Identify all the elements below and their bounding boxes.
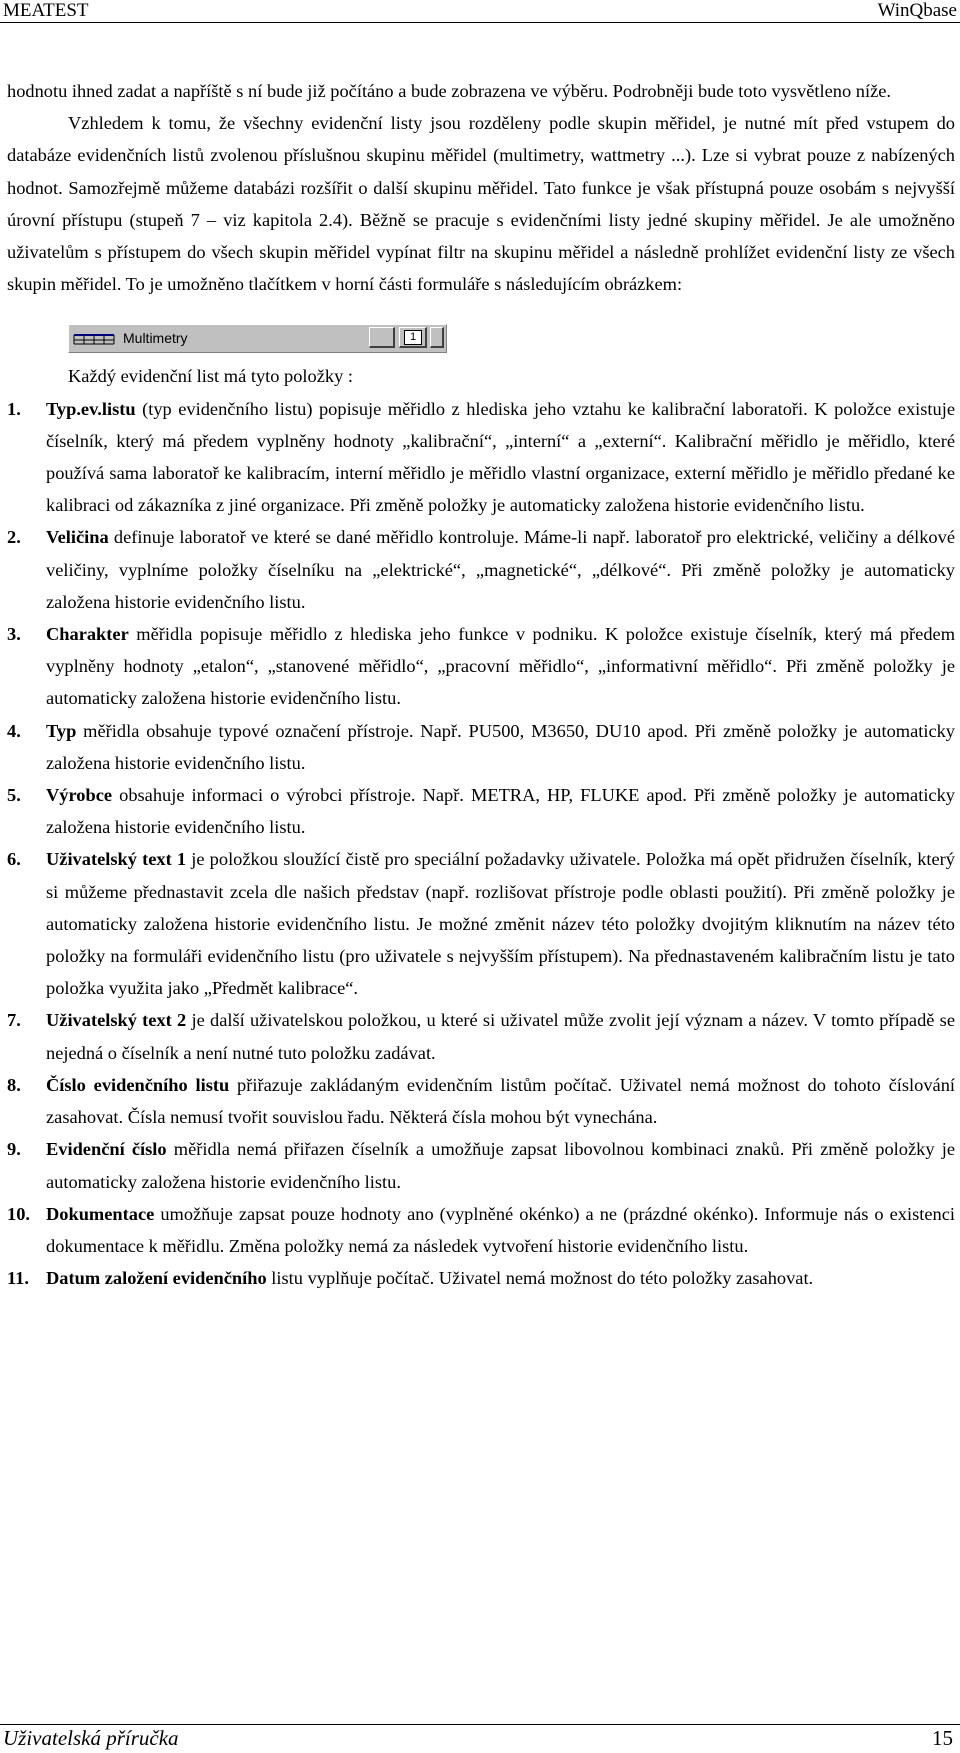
list-item (7, 1133, 955, 1197)
item-text: měřidla popisuje měřidlo z hlediska jeho funkce v podniku. K položce existuje číselník, který má předem vyplněny hodnoty „etalon“, „stanovené měřidlo“, „pracovní měřidlo“, „informativní měřidlo“. Při změně položky je automaticky založena historie evidenčního listu. (46, 624, 955, 709)
item-number: 5. (7, 785, 21, 806)
toolbar-extra-button[interactable] (430, 327, 444, 348)
item-number: 2. (7, 527, 21, 548)
item-term: Charakter (46, 624, 129, 645)
item-number: 4. (7, 720, 21, 741)
item-term: Uživatelský text 2 (46, 1010, 187, 1031)
item-text: definuje laboratoř ve které se dané měřidlo kontroluje. Máme-li např. laboratoř pro elektrické, veličiny a délkové veličiny, vyplníme položky číselníku na „elektrické“, „magnetické“, „délkové“. Při změně položky je automaticky založena historie evidenčního listu. (46, 527, 955, 612)
list-item (7, 779, 955, 843)
item-number: 3. (7, 624, 21, 645)
item-text: umožňuje zapsat pouze hodnoty ano (vyplněné okénko) a ne (prázdné okénko). Informuje nás o existenci dokumentace k měřidlu. Změna položky nemá za následek vytvoření historie evidenčního listu. (46, 1203, 955, 1256)
list-item (7, 1004, 955, 1068)
item-text: (typ evidenčního listu) popisuje měřidlo z hlediska jeho vztahu ke kalibrační laboratoři. K položce existuje číselník, který má předem vyplněny hodnoty „kalibrační“, „interní“ a „externí“. Kalibrační měřidlo je měřidlo, které používá sama laboratoř ke kalibracím, interní měřidlo je měřidlo vlastní organizace, externí měřidlo je měřidlo předané ke kalibraci od zákazníka z jiné organizace. Při změně položky je automaticky založena historie evidenčního listu. (46, 398, 955, 516)
page-footer (0, 1724, 960, 1751)
item-term: Evidenční číslo (46, 1139, 167, 1160)
list-item (7, 843, 955, 1004)
items-intro: Každý evidenční list má tyto položky : (68, 366, 353, 387)
item-term: Dokumentace (46, 1203, 155, 1224)
group-select-button[interactable] (369, 327, 395, 348)
list-item (7, 393, 955, 522)
item-number: 1. (7, 398, 21, 419)
list-item (7, 715, 955, 779)
list-item (7, 1069, 955, 1133)
list-item (7, 618, 955, 715)
item-text: přiřazuje zakládaným evidenčním listům počítač. Uživatel nemá možnost do tohoto číslování zasahovat. Čísla nemusí tvořit souvislou řadu. Některá čísla mohou být vynechána. (46, 1074, 955, 1128)
item-term: Uživatelský text 1 (46, 849, 187, 870)
list-item (7, 1262, 955, 1294)
item-term: Typ.ev.listu (46, 398, 136, 419)
item-number: 6. (7, 849, 21, 870)
item-term: Číslo evidenčního listu (46, 1074, 230, 1095)
paragraph-groups: Vzhledem k tomu, že všechny evidenční listy jsou rozděleny podle skupin měřidel, je nutné mít před vstupem do databáze evidenčních listů zvolenou příslušnou skupinu měřidel (multimetry, wattmetry ...). Lze si vybrat pouze z nabízených hodnot. Samozřejmě můžeme databázi rozšířit o další skupinu měřidel. Tato funkce je však přístupná pouze osobám s nejvyšší úrovní přístupu (stupeň 7 – viz kapitola 2.4). Běžně se pracuje s evidenčními listy jedné skupiny měřidel. Je ale umožněno uživatelům s přístupem do všech skupin měřidel vypínat filtr na skupinu měřidel a následně prohlížet evidenční listy ze všech skupin měřidel. To je umožněno tlačítkem v horní části formuláře s následujícím obrázkem: (7, 113, 955, 295)
grid-icon (73, 331, 115, 345)
group-filter-toolbar (68, 324, 447, 353)
item-number: 10. (7, 1203, 30, 1224)
item-number: 9. (7, 1139, 21, 1160)
header-company: MEATEST (3, 0, 89, 21)
item-term: Datum založení evidenčního (46, 1268, 267, 1289)
figure-toolbar (7, 300, 955, 360)
item-text: je další uživatelskou položkou, u které si uživatel může zvolit její význam a název. V tomto případě se nejedná o číselník a není nutné tuto položku zadávat. (46, 1010, 955, 1063)
item-term: Veličina (46, 527, 109, 548)
document-body (7, 75, 955, 1294)
item-term: Výrobce (46, 785, 113, 806)
list-item (7, 521, 955, 618)
item-text: měřidla nemá přiřazen číselník a umožňuje zapsat libovolnou kombinaci znaků. Při změně položky je automaticky založena historie evidenčního listu. (46, 1139, 955, 1192)
item-list (7, 393, 955, 1295)
measuring-group-label: Multimetry (123, 330, 188, 347)
page-number: 15 (932, 1726, 953, 1750)
filter-toggle-button[interactable] (399, 327, 427, 348)
item-text: měřidla obsahuje typové označení přístroje. Např. PU500, M3650, DU10 apod. Při změně položky je automaticky založena historie evidenčního listu. (46, 720, 955, 773)
item-number: 11. (7, 1268, 29, 1289)
header-product: WinQbase (877, 0, 957, 21)
item-text: listu vyplňuje počítač. Uživatel nemá možnost do této položky zasahovat. (266, 1268, 814, 1289)
paragraph-continuation: hodnotu ihned zadat a napříště s ní bude již počítáno a bude zobrazena ve výběru. Podrobněji bude toto vysvětleno níže. (7, 81, 892, 101)
item-number: 7. (7, 1010, 21, 1031)
item-text: je položkou sloužící čistě pro speciální požadavky uživatele. Položka má opět přidružen číselník, který si můžeme přednastavit zcela dle našich představ (např. rozlišovat přístroje podle oblasti použití). Při změně položky je automaticky založena historie evidenčního listu. Je možné změnit název této položky dvojitým kliknutím na název této položky na formuláři evidenčního listu (pro uživatele s nejvyšším přístupem). Na přednastaveném kalibračním listu je tato položka využita jako „Předmět kalibrace“. (46, 849, 955, 999)
item-number: 8. (7, 1074, 21, 1095)
item-term: Typ (46, 720, 77, 741)
page-header (0, 0, 960, 23)
item-text: obsahuje informaci o výrobci přístroje. Např. METRA, HP, FLUKE apod. Při změně položky je automaticky založena historie evidenčního listu. (46, 785, 955, 838)
list-item (7, 1198, 955, 1262)
footer-manual-title: Uživatelská příručka (3, 1726, 179, 1750)
filter-icon: 1 (404, 330, 422, 345)
